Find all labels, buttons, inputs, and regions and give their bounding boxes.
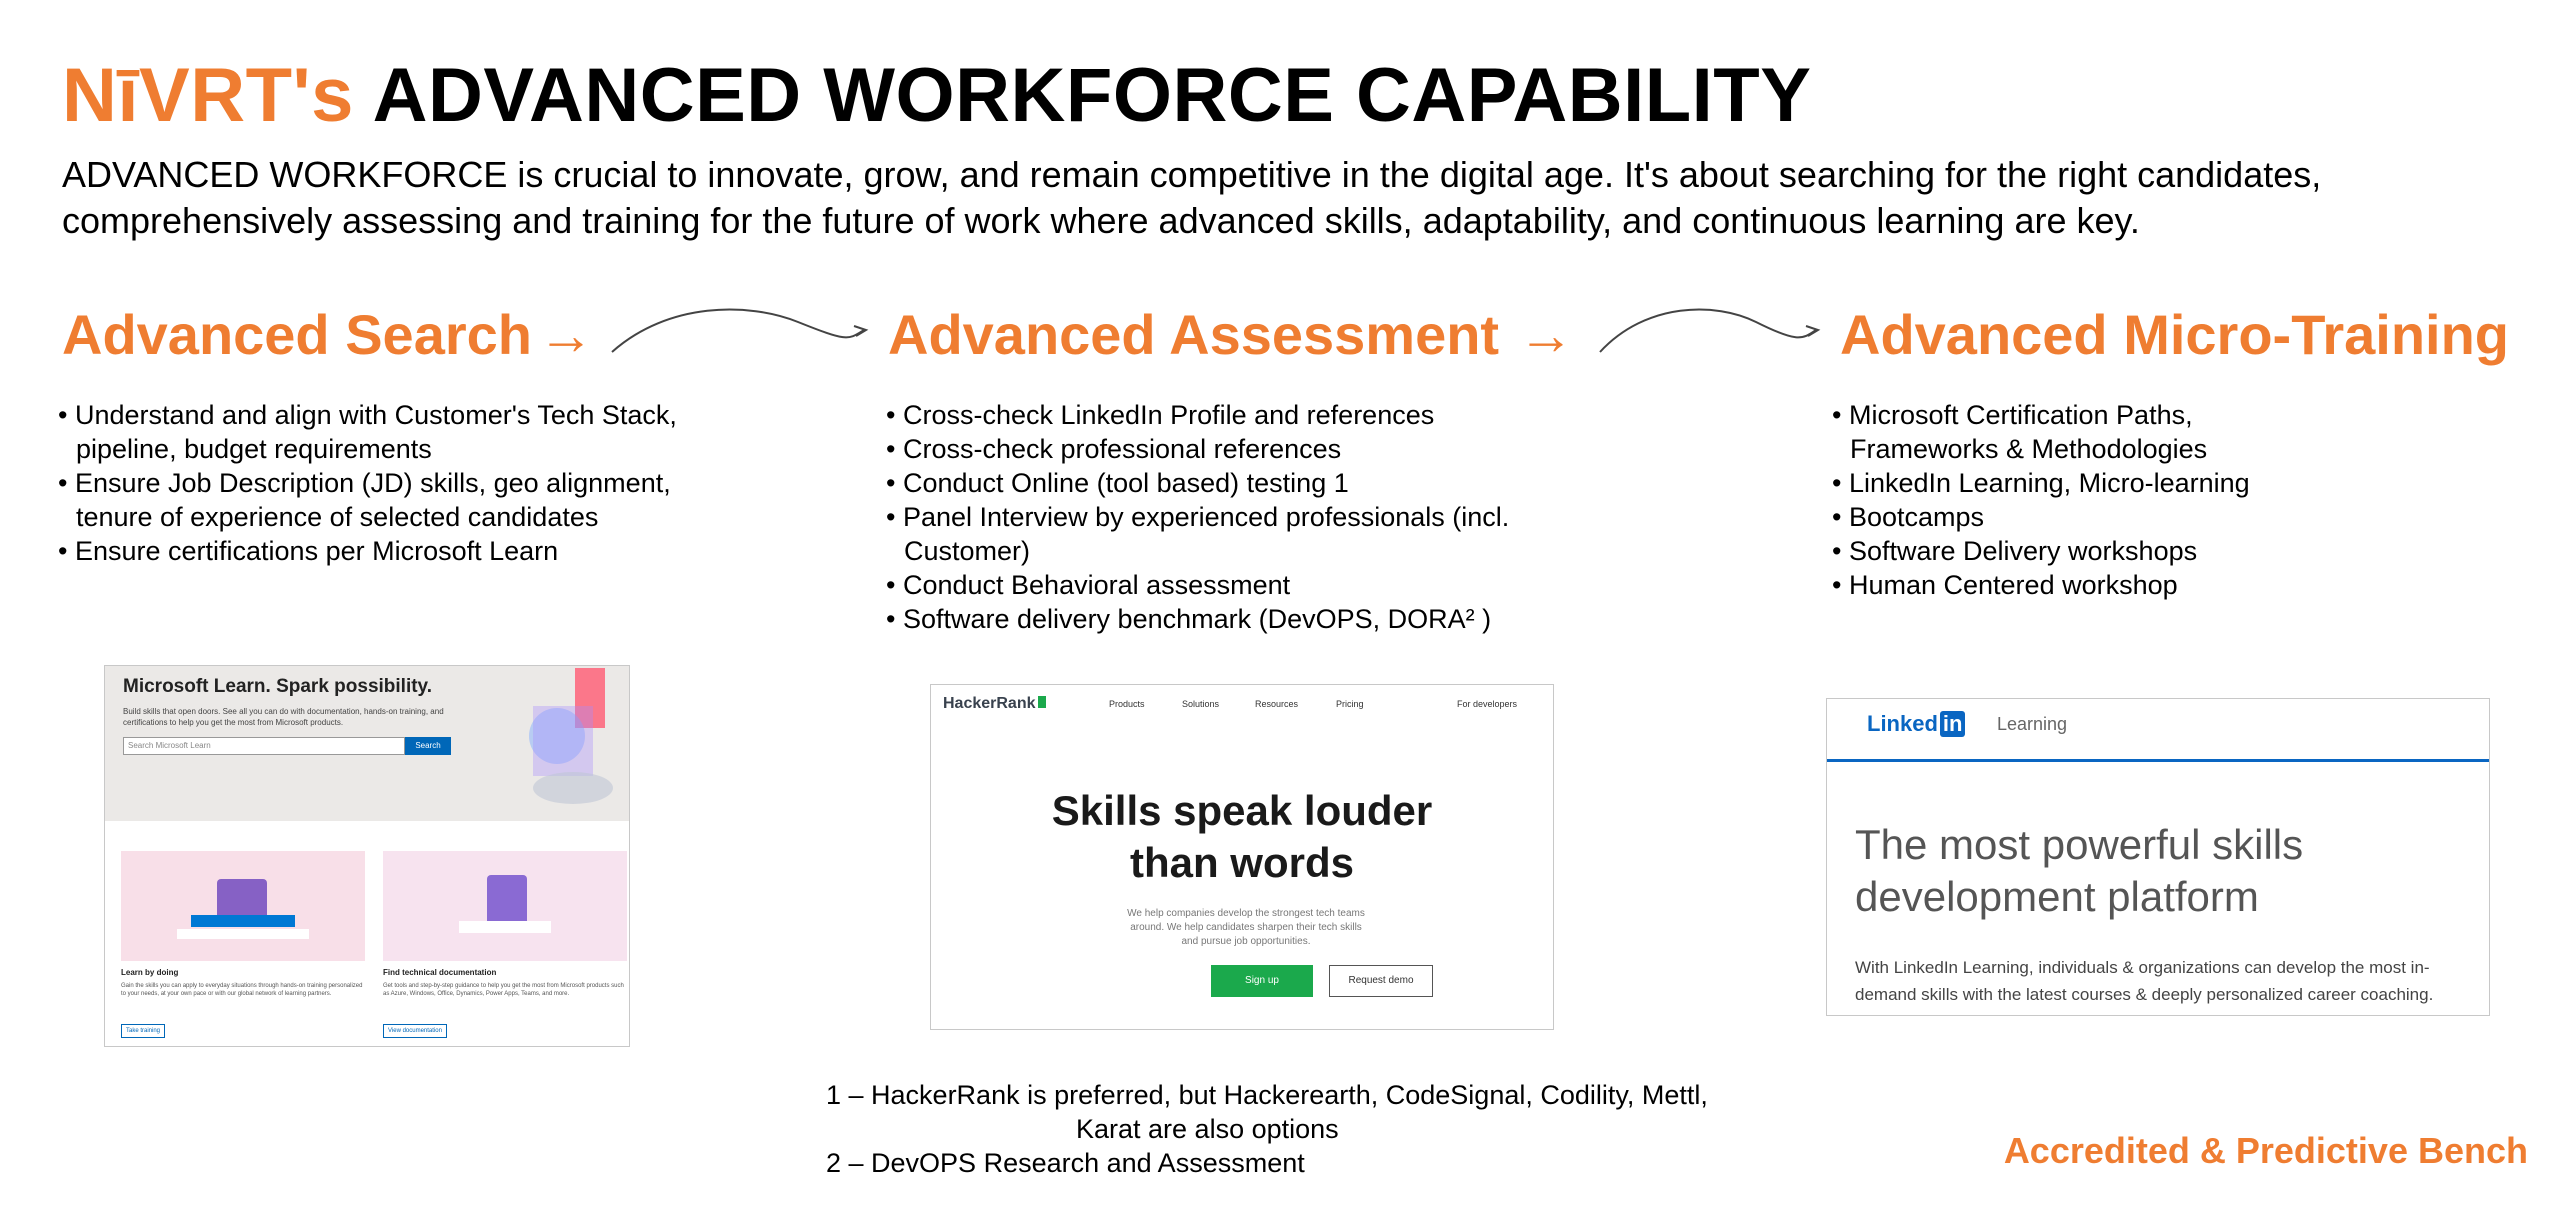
accredited-bench-label: Accredited & Predictive Bench xyxy=(2003,1130,2528,1171)
list-item: • Cross-check professional references xyxy=(886,432,1526,466)
mslearn-title: Microsoft Learn. Spark possibility. xyxy=(123,676,432,697)
training-bullets xyxy=(1832,398,2272,602)
technical-docs-image xyxy=(383,851,627,961)
mslearn-search-input: Search Microsoft Learn xyxy=(123,737,405,755)
heading-advanced-micro-training: Advanced Micro-Training xyxy=(1840,303,2509,366)
mslearn-desc: Build skills that open doors. See all you can do with documentation, hands-on training, and certifications to help you get the most from Microsoft products. xyxy=(123,707,444,727)
list-item: • Ensure certifications per Microsoft Learn xyxy=(58,534,748,568)
list-item: • Software delivery benchmark (DevOPS, DORA² ) xyxy=(886,602,1526,636)
footnote-1-cont: Karat are also options xyxy=(1076,1114,1339,1144)
hackerrank-logo: HackerRank xyxy=(943,695,1046,713)
linkedin-product-name: Learning xyxy=(1997,714,2068,734)
curve-arrow-icon xyxy=(608,300,870,360)
footnote-1: 1 – HackerRank is preferred, but Hackerearth, CodeSignal, Codility, Mettl, xyxy=(826,1080,1708,1110)
search-bullets xyxy=(58,398,748,568)
list-item: • Microsoft Certification Paths, Frameworks & Methodologies xyxy=(1832,398,2272,466)
linkedin-headline: The most powerful skills development platform xyxy=(1855,821,2304,920)
brand-name: NīVRT's xyxy=(62,53,354,138)
page-title xyxy=(62,52,1811,139)
learn-by-doing-image xyxy=(121,851,365,961)
list-item: • Conduct Online (tool based) testing 1 xyxy=(886,466,1526,500)
list-item: • Ensure Job Description (JD) skills, geo alignment, tenure of experience of selected candidates xyxy=(58,466,748,534)
nav-solutions[interactable]: Solutions xyxy=(1182,699,1220,709)
card-desc: Get tools and step-by-step guidance to help you get the most from Microsoft products such as Azure, Windows, Office, Dynamics, Power Apps, Teams, and more. xyxy=(383,983,624,997)
mslearn-hero-art-icon xyxy=(513,666,629,816)
curve-arrow-icon xyxy=(1596,300,1822,360)
list-item: • Cross-check LinkedIn Profile and references xyxy=(886,398,1526,432)
assessment-bullets xyxy=(886,398,1526,636)
hackerrank-subtext: We help companies develop the strongest tech teams around. We help candidates sharpen their tech skills and pursue job opportunities. xyxy=(1127,908,1365,947)
nav-for-developers[interactable]: For developers xyxy=(1457,699,1518,709)
list-item: • Panel Interview by experienced professionals (incl. Customer) xyxy=(886,500,1526,568)
card-title: Find technical documentation xyxy=(383,968,497,977)
list-item: • Conduct Behavioral assessment xyxy=(886,568,1526,602)
hackerrank-logo-mark-icon xyxy=(1038,696,1046,708)
linkedin-logo: Linked in xyxy=(1867,711,1965,737)
nav-resources[interactable]: Resources xyxy=(1255,699,1299,709)
hackerrank-screenshot xyxy=(930,684,1554,1030)
nav-products[interactable]: Products xyxy=(1109,699,1145,709)
linkedin-learning-screenshot xyxy=(1826,698,2490,1016)
list-item: • LinkedIn Learning, Micro-learning xyxy=(1832,466,2272,500)
intro-paragraph: ADVANCED WORKFORCE is crucial to innovate, grow, and remain competitive in the digital age. It's about searching for the right candidates, comprehensively assessing and training for the future of work where advanced skills, adaptability, and continuous learning are key. xyxy=(62,154,2322,241)
list-item: • Software Delivery workshops xyxy=(1832,534,2272,568)
mslearn-search-button: Search xyxy=(405,737,451,755)
list-item: • Understand and align with Customer's Tech Stack, pipeline, budget requirements xyxy=(58,398,748,466)
heading-advanced-assessment: Advanced Assessment xyxy=(888,303,1500,366)
arrow-icon: → xyxy=(1518,303,1574,366)
nav-pricing[interactable]: Pricing xyxy=(1336,699,1364,709)
list-item: • Human Centered workshop xyxy=(1832,568,2272,602)
card-title: Learn by doing xyxy=(121,968,179,977)
title-text: ADVANCED WORKFORCE CAPABILITY xyxy=(372,53,1812,138)
take-training-button[interactable]: Take training xyxy=(121,1024,165,1038)
list-item: • Bootcamps xyxy=(1832,500,2272,534)
linkedin-subtext: With LinkedIn Learning, individuals & organizations can develop the most in-demand skills with the latest courses & deeply personalized career coaching. xyxy=(1855,958,2434,1004)
footnote-2: 2 – DevOPS Research and Assessment xyxy=(826,1148,1305,1178)
signup-button[interactable]: Sign up xyxy=(1211,965,1313,997)
arrow-icon: → xyxy=(538,303,594,366)
heading-advanced-search: Advanced Search xyxy=(62,303,532,366)
mslearn-screenshot xyxy=(104,665,630,1047)
card-desc: Gain the skills you can apply to everyday situations through hands-on training personalized to your needs, at your own pace or with our global network of learning partners. xyxy=(121,983,363,997)
view-documentation-button[interactable]: View documentation xyxy=(383,1024,447,1038)
hackerrank-headline: Skills speak louder than words xyxy=(1051,787,1433,886)
request-demo-button[interactable]: Request demo xyxy=(1329,965,1433,997)
